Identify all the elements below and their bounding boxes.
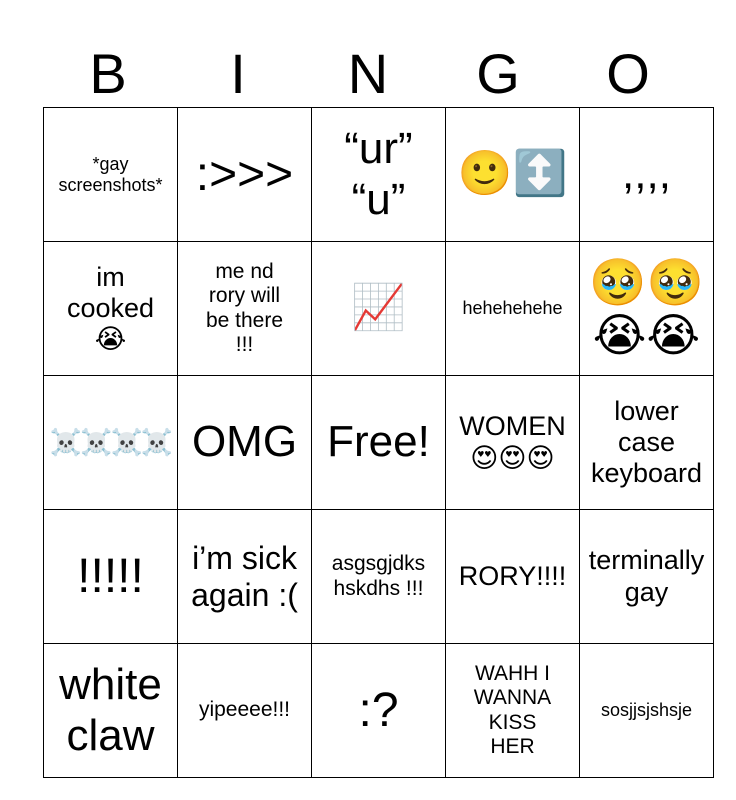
bingo-cell[interactable] bbox=[178, 376, 312, 510]
cell-text: :>>> bbox=[195, 147, 294, 201]
board-row-3 bbox=[44, 376, 714, 510]
cell-text: white claw bbox=[59, 659, 162, 760]
bingo-cell[interactable] bbox=[312, 242, 446, 376]
cell-text: me nd rory will be there !!! bbox=[205, 260, 284, 356]
header-letter-o: O bbox=[606, 42, 650, 105]
cell-text: 📈 bbox=[351, 283, 406, 333]
cell-text: hehehehehe bbox=[462, 298, 563, 319]
bingo-header bbox=[43, 40, 693, 108]
board-row-5 bbox=[44, 644, 714, 778]
bingo-cell[interactable] bbox=[580, 108, 714, 242]
bingo-cell[interactable] bbox=[446, 376, 580, 510]
bingo-cell[interactable] bbox=[580, 376, 714, 510]
bingo-cell[interactable] bbox=[44, 644, 178, 778]
cell-text: *gay screenshots* bbox=[58, 153, 163, 195]
board-row-4 bbox=[44, 510, 714, 644]
bingo-cell[interactable] bbox=[44, 376, 178, 510]
cell-text: :? bbox=[358, 683, 399, 737]
header-letter-i: I bbox=[230, 42, 246, 105]
cell-text: im cooked 😭 bbox=[66, 261, 155, 355]
cell-text: RORY!!!! bbox=[458, 560, 567, 591]
cell-text: yipeeee!!! bbox=[198, 698, 291, 722]
cell-text: 🙂↕️ bbox=[457, 149, 568, 199]
cell-text: OMG bbox=[191, 417, 298, 467]
bingo-cell[interactable] bbox=[312, 376, 446, 510]
bingo-cell[interactable] bbox=[312, 108, 446, 242]
bingo-cell[interactable] bbox=[44, 242, 178, 376]
header-letter-n: N bbox=[347, 42, 389, 105]
board-row-2 bbox=[44, 242, 714, 376]
header-letter-g: G bbox=[476, 42, 520, 105]
cell-text: 🥹🥹 😭😭 bbox=[589, 255, 704, 361]
bingo-cell[interactable] bbox=[446, 510, 580, 644]
cell-text: asgsgjdks hskdhs !!! bbox=[331, 552, 426, 600]
cell-text: ,,,, bbox=[622, 149, 671, 199]
cell-text: !!!!! bbox=[77, 549, 144, 603]
header-letter-b: B bbox=[89, 42, 127, 105]
bingo-cell[interactable] bbox=[178, 108, 312, 242]
cell-text: “ur” “u” bbox=[344, 123, 413, 224]
bingo-cell[interactable] bbox=[446, 644, 580, 778]
cell-text: ☠️☠️☠️☠️ bbox=[49, 426, 172, 457]
cell-text: sosjjsjshsje bbox=[600, 700, 693, 721]
bingo-cell[interactable] bbox=[312, 510, 446, 644]
bingo-cell[interactable] bbox=[44, 108, 178, 242]
bingo-cell[interactable] bbox=[178, 644, 312, 778]
bingo-cell[interactable] bbox=[312, 644, 446, 778]
cell-text: WOMEN 😍😍😍 bbox=[459, 411, 566, 473]
bingo-cell[interactable] bbox=[178, 510, 312, 644]
bingo-cell[interactable] bbox=[580, 242, 714, 376]
board-row-1 bbox=[44, 108, 714, 242]
cell-text: i’m sick again :( bbox=[191, 539, 298, 613]
bingo-cell[interactable] bbox=[178, 242, 312, 376]
bingo-cell[interactable] bbox=[580, 510, 714, 644]
bingo-cell[interactable] bbox=[446, 108, 580, 242]
cell-text: WAHH I WANNA KISS HER bbox=[473, 662, 552, 758]
cell-text: lower case keyboard bbox=[590, 395, 703, 489]
bingo-cell[interactable] bbox=[44, 510, 178, 644]
bingo-cell[interactable] bbox=[446, 242, 580, 376]
bingo-cell[interactable] bbox=[580, 644, 714, 778]
bingo-board bbox=[43, 107, 714, 778]
cell-text: terminally gay bbox=[588, 545, 705, 607]
cell-text: Free! bbox=[327, 417, 430, 467]
